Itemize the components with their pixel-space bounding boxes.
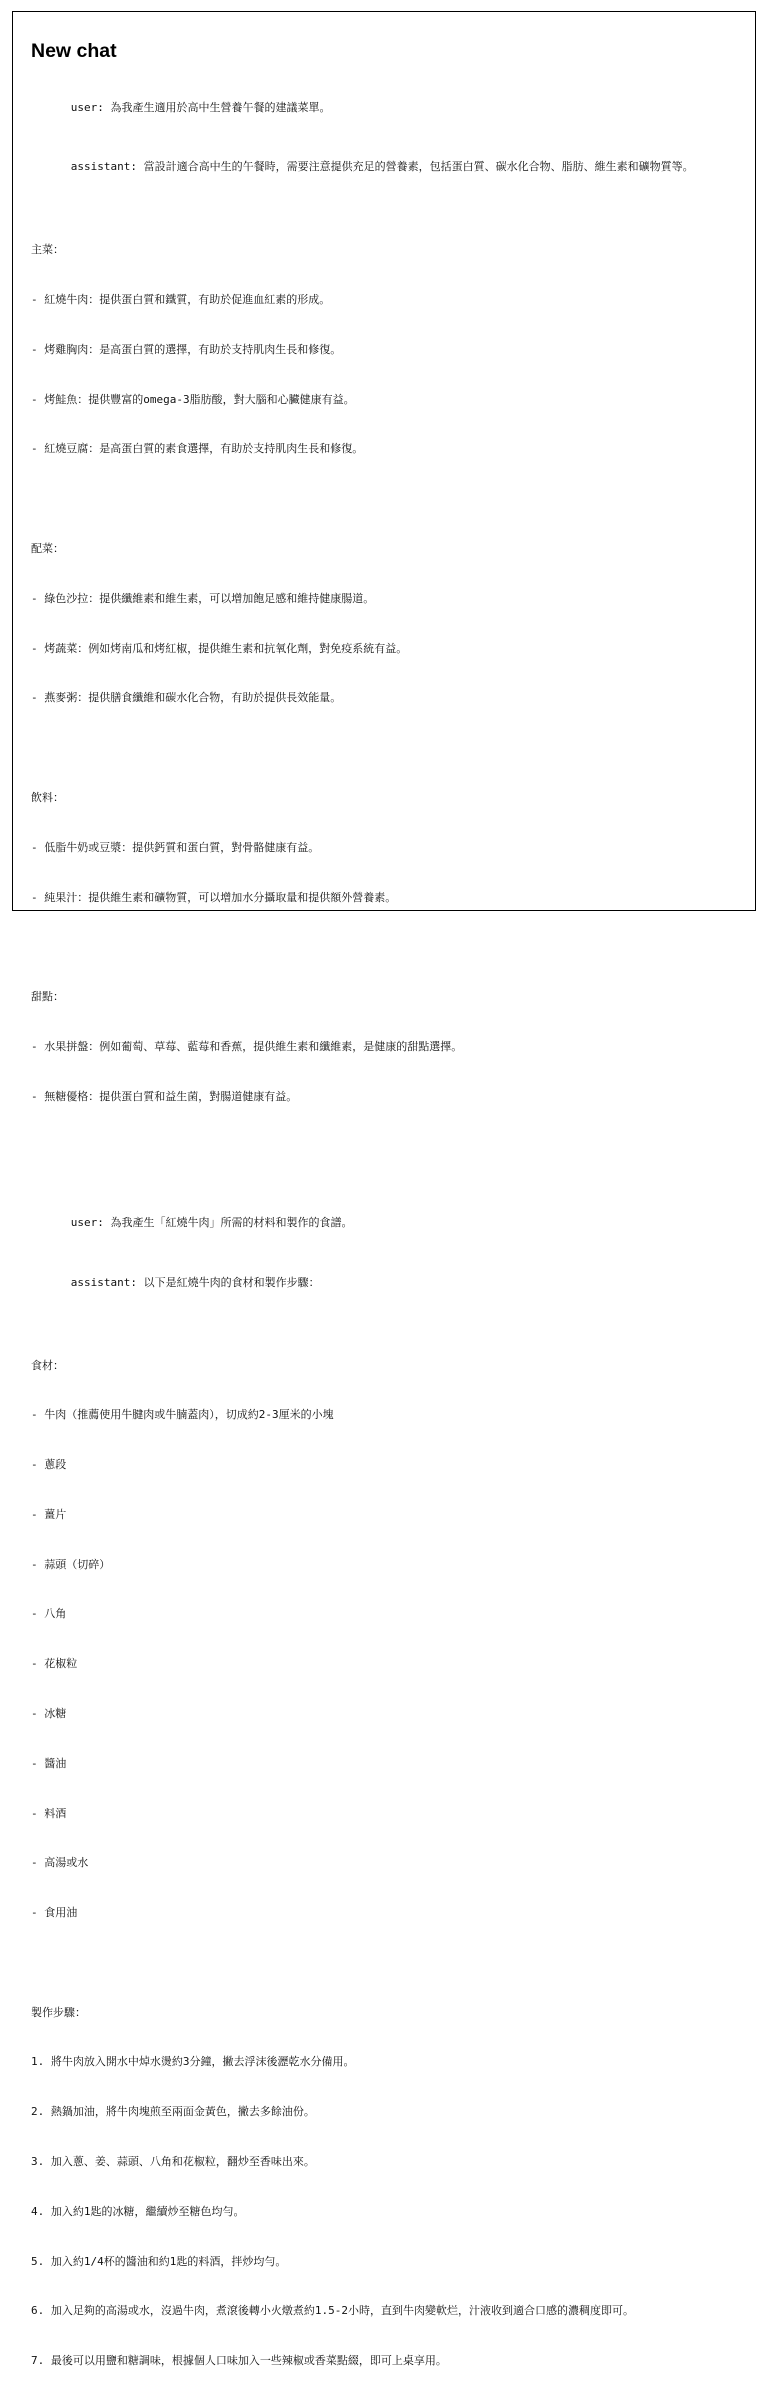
- message-line: 食材：: [31, 1358, 64, 1372]
- assistant-message: assistant: 當設計適合高中生的午餐時，需要注意提供充足的營養素，包括蛋白質、碳水化合物、脂肪、維生素和礦物質等。 主菜： - 紅燒牛肉：提供蛋白質和鐵質，有助於促進血紅素的形成。 - 烤雞胸肉：是高蛋白質的選擇，有助於支持肌肉生長和修復。 - 烤鮭魚：提供豐富的omega-3脂肪酸，對大腦和心臟健康有益。 - 紅燒豆腐：是高蛋白質的素食選擇，有助於支持肌肉生長和修復。 配菜： - 綠色沙拉：提供纖維素和維生素，可以增加飽足感和維持健康腸道。 - 烤蔬菜：例如烤南瓜和烤紅椒，提供維生素和抗氧化劑，對免疫系統有益。 - 燕麥粥：提供膳食纖維和碳水化合物，有助於提供長效能量。 飲料： - 低脂牛奶或豆漿：提供鈣質和蛋白質，對骨骼健康有益。 - 純果汁：提供維生素和礦物質，可以增加水分攝取量和提供額外營養素。 甜點： - 水果拼盤：例如葡萄、草莓、藍莓和香蕉，提供維生素和纖維素，是健康的甜點選擇。 - 無糖優格：提供蛋白質和益生菌，對腸道健康有益。: [31, 143, 771, 1188]
- message-role: assistant: [70, 1275, 131, 1289]
- message-line: - 紅燒豆腐：是高蛋白質的素食選擇，有助於支持肌肉生長和修復。: [31, 442, 364, 456]
- message-line: - 無糖優格：提供蛋白質和益生菌，對腸道健康有益。: [31, 1089, 298, 1103]
- message-line: 主菜：: [31, 243, 64, 257]
- message-role: assistant: [70, 160, 131, 174]
- message-line: - 烤鮭魚：提供豐富的omega-3脂肪酸，對大腦和心臟健康有益。: [31, 392, 355, 406]
- message-line: - 薑片: [31, 1507, 67, 1521]
- message-line: - 烤蔬菜：例如烤南瓜和烤紅椒，提供維生素和抗氧化劑，對免疫系統有益。: [31, 641, 408, 655]
- message-line: - 燕麥粥：提供膳食纖維和碳水化合物，有助於提供長效能量。: [31, 691, 342, 705]
- message-line: - 八角: [31, 1607, 67, 1621]
- message-line: 3. 加入蔥、姜、蒜頭、八角和花椒粒，翻炒至香味出來。: [31, 2155, 315, 2169]
- message-line: - 花椒粒: [31, 1657, 78, 1671]
- message-text: 為我產生「紅燒牛肉」所需的材料和製作的食譜。: [110, 1215, 353, 1229]
- message-line: 7. 最後可以用鹽和糖調味，根據個人口味加入一些辣椒或香菜點綴，即可上桌享用。: [31, 2354, 447, 2368]
- message-line: 飲料：: [31, 790, 64, 804]
- chat-window: [12, 11, 756, 2368]
- user-message: user: 為我產生適用於高中生營養午餐的建議菜單。: [70, 100, 331, 114]
- message-line: - 紅燒牛肉：提供蛋白質和鐵質，有助於促進血紅素的形成。: [31, 293, 331, 307]
- message-line: - 純果汁：提供維生素和礦物質，可以增加水分攝取量和提供額外營養素。: [31, 890, 397, 904]
- message-line: - 烤雞胸肉：是高蛋白質的選擇，有助於支持肌肉生長和修復。: [31, 342, 342, 356]
- message-line: 甜點：: [31, 990, 64, 1004]
- message-line: [31, 740, 771, 757]
- message-line: [31, 1308, 771, 1325]
- message-line: 4. 加入約1匙的冰糖，繼續炒至糖色均勻。: [31, 2204, 245, 2218]
- message-line: 2. 熱鍋加油，將牛肉塊煎至兩面金黃色，撇去多餘油份。: [31, 2105, 315, 2119]
- user-message: user: 為我產生「紅燒牛肉」所需的材料和製作的食譜。: [70, 1215, 353, 1229]
- message-line: 配菜：: [31, 542, 64, 556]
- message-line: 1. 將牛肉放入開水中焯水燙約3分鐘，撇去浮沫後瀝乾水分備用。: [31, 2055, 355, 2069]
- message-line: 當設計適合高中生的午餐時，需要注意提供充足的營養素，包括蛋白質、碳水化合物、脂肪、維生素和礦物質等。: [143, 160, 694, 174]
- message-line: 以下是紅燒牛肉的食材和製作步驟：: [143, 1275, 320, 1289]
- message-line: - 綠色沙拉：提供纖維素和維生素，可以增加飽足感和維持健康腸道。: [31, 591, 375, 605]
- message-line: 5. 加入約1/4杯的醬油和約1匙的料酒，拌炒均勻。: [31, 2254, 287, 2268]
- message-text: 為我產生適用於高中生營養午餐的建議菜單。: [110, 100, 331, 114]
- message-line: [31, 1138, 771, 1155]
- message-line: [31, 939, 771, 956]
- message-line: [31, 1955, 771, 1972]
- message-line: - 食用油: [31, 1906, 78, 1920]
- message-line: - 冰糖: [31, 1707, 67, 1720]
- message-line: - 蒜頭（切碎）: [31, 1557, 111, 1571]
- message-line: [31, 491, 771, 508]
- message-line: - 蔥段: [31, 1458, 67, 1472]
- chat-transcript: [31, 83, 771, 2403]
- message-line: 製作步驟：: [31, 2005, 86, 2019]
- page-title: New chat: [31, 40, 117, 62]
- message-line: [31, 193, 771, 210]
- message-line: - 低脂牛奶或豆漿：提供鈣質和蛋白質，對骨骼健康有益。: [31, 840, 320, 854]
- message-line: - 高湯或水: [31, 1856, 89, 1870]
- message-role: user: [70, 100, 98, 114]
- message-line: - 料酒: [31, 1806, 67, 1820]
- message-line: - 水果拼盤：例如葡萄、草莓、藍莓和香蕉，提供維生素和纖維素，是健康的甜點選擇。: [31, 1039, 463, 1053]
- assistant-message: assistant: 以下是紅燒牛肉的食材和製作步驟： 食材： - 牛肉（推薦使用牛腱肉或牛腩蓋肉），切成約2-3厘米的小塊 - 蔥段 - 薑片 - 蒜頭（切碎） - 八角 - 花椒粒 - 冰糖 - 醬油 - 料酒 - 高湯或水 - 食用油 製作步驟： 1. 將牛肉放入開水中焯水燙約3分鐘，撇去浮沫後瀝乾水分備用。 2. 熱鍋加油，將牛肉塊煎至兩面金黃色，撇去多餘油份。 3. 加入蔥、姜、蒜頭、八角和花椒粒，翻炒至香味出來。 4. 加入約1匙的冰糖，繼續炒至糖色均勻。 5. 加入約1/4杯的醬油和約1匙的料酒，拌炒均勻。 6. 加入足夠的高湯或水，沒過牛肉，煮滾後轉小火燉煮約1.5-2小時，直到牛肉變軟烂，汁液收到適合口感的濃稠度即可。 7. 最後可以用鹽和糖調味，根據個人口味加入一些辣椒或香菜點綴，即可上桌享用。: [31, 1258, 771, 2403]
- message-role: user: [70, 1215, 98, 1229]
- message-line: - 醬油: [31, 1756, 67, 1770]
- message-line: 6. 加入足夠的高湯或水，沒過牛肉，煮滾後轉小火燉煮約1.5-2小時，直到牛肉變軟烂，汁液收到適合口感的濃稠度即可。: [31, 2304, 634, 2318]
- message-line: - 牛肉（推薦使用牛腱肉或牛腩蓋肉），切成約2-3厘米的小塊: [31, 1408, 334, 1422]
